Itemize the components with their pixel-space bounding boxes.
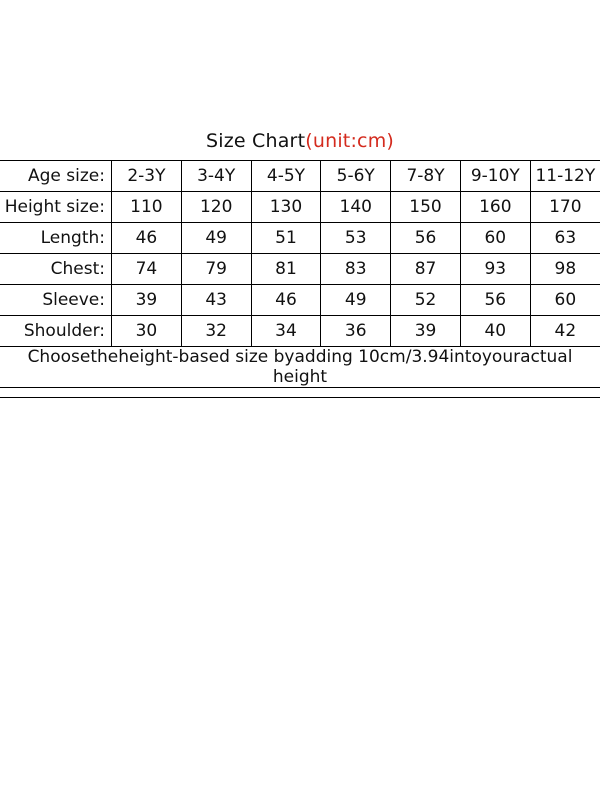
size-chart-note: Choosetheheight-based size byadding 10cm/3.94intoyouractual height: [27, 347, 573, 387]
table-row: [0, 254, 600, 285]
cell-height-size-1: 110: [112, 192, 182, 223]
cell-sleeve-2: 43: [181, 285, 251, 316]
row-label-chest: Chest:: [0, 254, 112, 285]
row-label-height-size: Height size:: [0, 192, 112, 223]
cell-sleeve-7: 60: [530, 285, 600, 316]
cell-length-5: 56: [391, 223, 461, 254]
table-row: [0, 192, 600, 223]
cell-length-4: 53: [321, 223, 391, 254]
cell-age-size-6: 9-10Y: [460, 161, 530, 192]
table-row: [0, 223, 600, 254]
cell-length-1: 46: [112, 223, 182, 254]
table-row: [0, 316, 600, 347]
cell-shoulder-6: 40: [460, 316, 530, 347]
cell-chest-6: 93: [460, 254, 530, 285]
cell-height-size-2: 120: [181, 192, 251, 223]
cell-shoulder-4: 36: [321, 316, 391, 347]
cell-length-7: 63: [530, 223, 600, 254]
cell-age-size-7: 11-12Y: [530, 161, 600, 192]
table-row: [0, 161, 600, 192]
size-chart: [0, 0, 600, 398]
row-label-length: Length:: [0, 223, 112, 254]
cell-length-2: 49: [181, 223, 251, 254]
cell-sleeve-1: 39: [112, 285, 182, 316]
cell-shoulder-2: 32: [181, 316, 251, 347]
cell-chest-7: 98: [530, 254, 600, 285]
cell-sleeve-3: 46: [251, 285, 321, 316]
cell-length-3: 51: [251, 223, 321, 254]
row-label-shoulder: Shoulder:: [0, 316, 112, 347]
page-title: [0, 0, 600, 160]
size-chart-table: [0, 160, 600, 387]
divider-strip: [0, 388, 600, 398]
cell-length-6: 60: [460, 223, 530, 254]
cell-height-size-4: 140: [321, 192, 391, 223]
cell-height-size-5: 150: [391, 192, 461, 223]
chart-title-text: Size Chart: [205, 130, 306, 152]
cell-age-size-5: 7-8Y: [391, 161, 461, 192]
cell-height-size-3: 130: [251, 192, 321, 223]
cell-chest-1: 74: [112, 254, 182, 285]
cell-age-size-1: 2-3Y: [112, 161, 182, 192]
chart-title-unit: (unit:cm): [305, 130, 395, 152]
table-row: [0, 285, 600, 316]
cell-shoulder-1: 30: [112, 316, 182, 347]
note-row: [0, 347, 600, 388]
cell-chest-2: 79: [181, 254, 251, 285]
cell-shoulder-5: 39: [391, 316, 461, 347]
row-label-sleeve: Sleeve:: [0, 285, 112, 316]
cell-height-size-7: 170: [530, 192, 600, 223]
cell-chest-5: 87: [391, 254, 461, 285]
cell-chest-4: 83: [321, 254, 391, 285]
cell-sleeve-4: 49: [321, 285, 391, 316]
cell-sleeve-6: 56: [460, 285, 530, 316]
row-label-age-size: Age size:: [0, 161, 112, 192]
cell-chest-3: 81: [251, 254, 321, 285]
cell-shoulder-7: 42: [530, 316, 600, 347]
cell-age-size-4: 5-6Y: [321, 161, 391, 192]
cell-shoulder-3: 34: [251, 316, 321, 347]
cell-age-size-3: 4-5Y: [251, 161, 321, 192]
cell-age-size-2: 3-4Y: [181, 161, 251, 192]
cell-sleeve-5: 52: [391, 285, 461, 316]
cell-height-size-6: 160: [460, 192, 530, 223]
